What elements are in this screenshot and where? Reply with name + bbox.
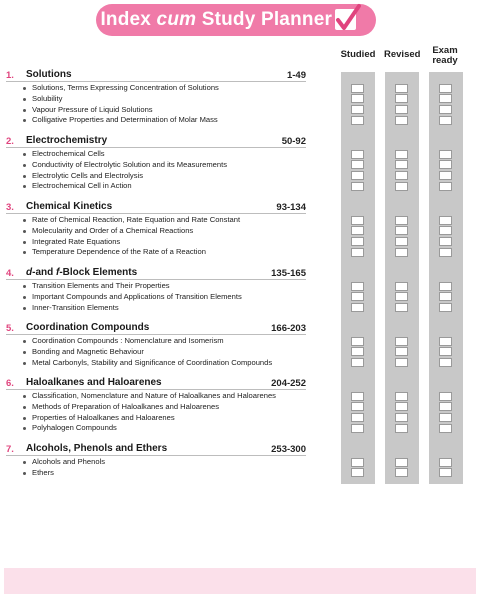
exam-ready-checkbox[interactable] — [439, 358, 452, 367]
revised-checkbox[interactable] — [395, 116, 408, 125]
bullet-icon — [23, 251, 26, 254]
column-header-revised: Revised — [384, 49, 421, 60]
studied-checkbox[interactable] — [351, 392, 364, 401]
bullet-icon — [23, 351, 26, 354]
unit-number: 4. — [6, 268, 14, 279]
topic-item: Rate of Chemical Reaction, Rate Equation and Rate Constant — [20, 215, 310, 226]
bullet-icon — [23, 472, 26, 475]
studied-checkbox[interactable] — [351, 171, 364, 180]
unit-5 — [6, 322, 306, 367]
revised-checkbox[interactable] — [395, 160, 408, 169]
bullet-icon — [23, 219, 26, 222]
bullet-icon — [23, 307, 26, 310]
exam-ready-checkbox[interactable] — [439, 150, 452, 159]
studied-checkbox[interactable] — [351, 347, 364, 356]
unit-pages: 50-92 — [281, 136, 306, 147]
topic-item: Electrochemical Cells — [20, 149, 310, 160]
exam-ready-checkbox[interactable] — [439, 248, 452, 257]
exam-ready-checkbox[interactable] — [439, 303, 452, 312]
exam-ready-checkbox[interactable] — [439, 402, 452, 411]
exam-ready-checkbox[interactable] — [439, 94, 452, 103]
divider — [6, 279, 306, 280]
topic-list — [20, 149, 310, 192]
bullet-icon — [23, 461, 26, 464]
topic-item: Temperature Dependence of the Rate of a Reaction — [20, 247, 310, 258]
topic-item: Inner-Transition Elements — [20, 303, 310, 314]
unit-title: Haloalkanes and Haloarenes — [26, 377, 162, 388]
revised-checkbox[interactable] — [395, 413, 408, 422]
topic-item: Electrochemical Cell in Action — [20, 181, 310, 192]
unit-title: Chemical Kinetics — [26, 201, 113, 212]
studied-checkbox[interactable] — [351, 402, 364, 411]
studied-checkbox[interactable] — [351, 248, 364, 257]
revised-checkbox[interactable] — [395, 171, 408, 180]
topic-item: Methods of Preparation of Haloalkanes and Haloarenes — [20, 402, 310, 413]
topic-list — [20, 336, 310, 368]
exam-ready-checkbox[interactable] — [439, 282, 452, 291]
bullet-icon — [23, 153, 26, 156]
unit-1 — [6, 69, 306, 125]
divider — [6, 213, 306, 214]
topic-item: Electrolytic Cells and Electrolysis — [20, 171, 310, 182]
topic-item: Polyhalogen Compounds — [20, 423, 310, 434]
divider — [6, 334, 306, 335]
bullet-icon — [23, 164, 26, 167]
exam-ready-checkbox[interactable] — [439, 226, 452, 235]
unit-7 — [6, 443, 306, 477]
studied-column — [341, 72, 375, 484]
unit-pages: 93-134 — [276, 202, 306, 213]
unit-title: d-and f-Block Elements — [26, 267, 138, 278]
revised-checkbox[interactable] — [395, 84, 408, 93]
topic-item: Alcohols and Phenols — [20, 457, 310, 468]
unit-title: Alcohols, Phenols and Ethers — [26, 443, 168, 454]
footer-band — [4, 568, 476, 594]
exam-ready-checkbox[interactable] — [439, 413, 452, 422]
unit-number: 2. — [6, 136, 14, 147]
unit-6 — [6, 377, 306, 433]
exam-ready-checkbox[interactable] — [439, 160, 452, 169]
exam-ready-checkbox[interactable] — [439, 105, 452, 114]
studied-checkbox[interactable] — [351, 84, 364, 93]
revised-checkbox[interactable] — [395, 392, 408, 401]
exam-ready-checkbox[interactable] — [439, 292, 452, 301]
title-part-planner: Study Planner — [201, 9, 333, 30]
studied-checkbox[interactable] — [351, 160, 364, 169]
exam-ready-checkbox[interactable] — [439, 84, 452, 93]
exam-ready-checkbox[interactable] — [439, 182, 452, 191]
unit-pages: 1-49 — [286, 70, 306, 81]
topic-item: Colligative Properties and Determination of Molar Mass — [20, 115, 310, 126]
header-banner — [96, 4, 376, 36]
unit-pages: 135-165 — [271, 268, 306, 279]
topic-item: Integrated Rate Equations — [20, 237, 310, 248]
revised-checkbox[interactable] — [395, 424, 408, 433]
bullet-icon — [23, 417, 26, 420]
revised-checkbox[interactable] — [395, 402, 408, 411]
topic-item: Coordination Compounds : Nomenclature and Isomerism — [20, 336, 310, 347]
studied-checkbox[interactable] — [351, 237, 364, 246]
revised-checkbox[interactable] — [395, 458, 408, 467]
unit-number: 1. — [6, 70, 14, 81]
topic-item: Properties of Haloalkanes and Haloarenes — [20, 413, 310, 424]
unit-title: Electrochemistry — [26, 135, 108, 146]
studied-checkbox[interactable] — [351, 182, 364, 191]
bullet-icon — [23, 98, 26, 101]
exam-ready-checkbox[interactable] — [439, 468, 452, 477]
studied-checkbox[interactable] — [351, 337, 364, 346]
studied-checkbox[interactable] — [351, 150, 364, 159]
bullet-icon — [23, 230, 26, 233]
divider — [6, 81, 306, 82]
topic-item: Bonding and Magnetic Behaviour — [20, 347, 310, 358]
topic-list — [20, 391, 310, 434]
divider — [6, 455, 306, 456]
topic-item: Classification, Nomenclature and Nature of Haloalkanes and Haloarenes — [20, 391, 310, 402]
exam-ready-checkbox[interactable] — [439, 458, 452, 467]
revised-checkbox[interactable] — [395, 248, 408, 257]
topic-item: Ethers — [20, 468, 310, 479]
unit-4 — [6, 267, 306, 312]
bullet-icon — [23, 241, 26, 244]
bullet-icon — [23, 427, 26, 430]
revised-column — [385, 72, 419, 484]
unit-2 — [6, 135, 306, 191]
revised-checkbox[interactable] — [395, 292, 408, 301]
page-title — [100, 9, 357, 31]
topic-list — [20, 457, 310, 479]
studied-checkbox[interactable] — [351, 458, 364, 467]
revised-checkbox[interactable] — [395, 337, 408, 346]
revised-checkbox[interactable] — [395, 347, 408, 356]
topic-item: Transition Elements and Their Properties — [20, 281, 310, 292]
revised-checkbox[interactable] — [395, 150, 408, 159]
unit-number: 7. — [6, 444, 14, 455]
studied-checkbox[interactable] — [351, 358, 364, 367]
exam-ready-checkbox[interactable] — [439, 237, 452, 246]
studied-checkbox[interactable] — [351, 424, 364, 433]
divider — [6, 147, 306, 148]
divider — [6, 389, 306, 390]
exam-ready-checkbox[interactable] — [439, 392, 452, 401]
exam-ready-checkbox[interactable] — [439, 347, 452, 356]
studied-checkbox[interactable] — [351, 105, 364, 114]
bullet-icon — [23, 406, 26, 409]
topic-list — [20, 281, 310, 313]
studied-checkbox[interactable] — [351, 282, 364, 291]
title-part-index: Index — [100, 9, 152, 30]
unit-number: 5. — [6, 323, 14, 334]
topic-item: Conductivity of Electrolytic Solution and its Measurements — [20, 160, 310, 171]
exam-ready-checkbox[interactable] — [439, 116, 452, 125]
revised-checkbox[interactable] — [395, 105, 408, 114]
topic-list — [20, 83, 310, 126]
studied-checkbox[interactable] — [351, 216, 364, 225]
title-part-cum: cum — [156, 9, 197, 30]
bullet-icon — [23, 87, 26, 90]
topic-item: Important Compounds and Applications of Transition Elements — [20, 292, 310, 303]
revised-checkbox[interactable] — [395, 358, 408, 367]
topic-item: Vapour Pressure of Liquid Solutions — [20, 105, 310, 116]
studied-checkbox[interactable] — [351, 292, 364, 301]
studied-checkbox[interactable] — [351, 468, 364, 477]
bullet-icon — [23, 340, 26, 343]
topic-item: Metal Carbonyls, Stability and Significance of Coordination Compounds — [20, 358, 310, 369]
checkmark-icon — [335, 9, 356, 30]
topic-item: Solubility — [20, 94, 310, 105]
revised-checkbox[interactable] — [395, 282, 408, 291]
revised-checkbox[interactable] — [395, 182, 408, 191]
bullet-icon — [23, 362, 26, 365]
studied-checkbox[interactable] — [351, 116, 364, 125]
studied-checkbox[interactable] — [351, 226, 364, 235]
column-header-exam-ready: Exam ready — [432, 45, 458, 66]
unit-title: Solutions — [26, 69, 72, 80]
exam-ready-column — [429, 72, 463, 484]
revised-checkbox[interactable] — [395, 237, 408, 246]
exam-ready-checkbox[interactable] — [439, 171, 452, 180]
unit-3 — [6, 201, 306, 257]
studied-checkbox[interactable] — [351, 303, 364, 312]
exam-ready-checkbox[interactable] — [439, 337, 452, 346]
unit-number: 3. — [6, 202, 14, 213]
topic-item: Molecularity and Order of a Chemical Reactions — [20, 226, 310, 237]
column-header-studied: Studied — [340, 49, 376, 60]
revised-checkbox[interactable] — [395, 94, 408, 103]
revised-checkbox[interactable] — [395, 226, 408, 235]
unit-title: Coordination Compounds — [26, 322, 150, 333]
bullet-icon — [23, 185, 26, 188]
revised-checkbox[interactable] — [395, 216, 408, 225]
bullet-icon — [23, 285, 26, 288]
exam-ready-checkbox[interactable] — [439, 424, 452, 433]
topic-list — [20, 215, 310, 258]
studied-checkbox[interactable] — [351, 413, 364, 422]
unit-pages: 166-203 — [271, 323, 306, 334]
unit-number: 6. — [6, 378, 14, 389]
topic-item: Solutions, Terms Expressing Concentration of Solutions — [20, 83, 310, 94]
revised-checkbox[interactable] — [395, 468, 408, 477]
studied-checkbox[interactable] — [351, 94, 364, 103]
bullet-icon — [23, 296, 26, 299]
bullet-icon — [23, 395, 26, 398]
revised-checkbox[interactable] — [395, 303, 408, 312]
unit-pages: 204-252 — [271, 378, 306, 389]
bullet-icon — [23, 175, 26, 178]
bullet-icon — [23, 119, 26, 122]
unit-pages: 253-300 — [271, 444, 306, 455]
exam-ready-checkbox[interactable] — [439, 216, 452, 225]
bullet-icon — [23, 109, 26, 112]
